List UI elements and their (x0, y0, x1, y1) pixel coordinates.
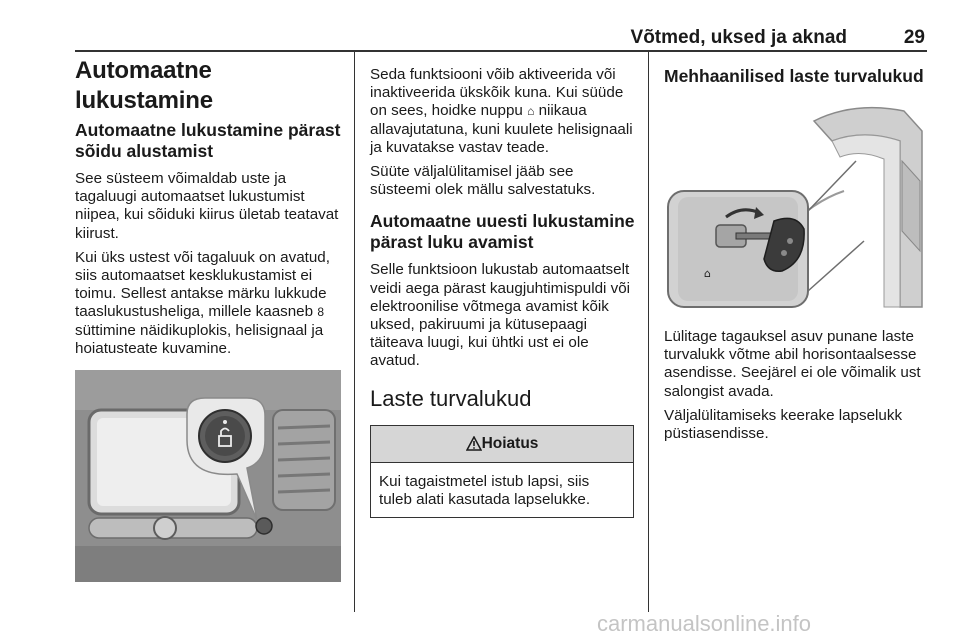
lock-button-icon: ⌂ (527, 104, 535, 119)
paragraph-door-open (75, 249, 341, 358)
subheading-mechanical-locks: Mehhaanilised laste turvalukud (664, 66, 924, 86)
subheading-after-start: Automaatne lukustamine pärast sõidu alustamist (75, 120, 341, 161)
column-1 (75, 56, 341, 599)
paragraph-memory: Süüte väljalülitamisel jääb see süsteemi olek mällu salvestatuks. (370, 163, 596, 199)
paragraph-system-description: See süsteem võimaldab uste ja tagaluugi automaatset lukustumist niipea, kui sõiduki kiirus ületab teatavat kiirust. (75, 170, 339, 242)
column-divider-1 (354, 52, 355, 612)
page-header (75, 27, 925, 51)
header-divider (75, 50, 927, 52)
svg-text:⌂: ⌂ (704, 267, 711, 280)
paragraph-child-lock-off: Väljalülitamiseks keerake lapselukk püstiasendisse. (664, 406, 903, 443)
dashboard-image (75, 370, 341, 582)
child-lock-illustration (664, 101, 930, 316)
column-divider-2 (648, 52, 649, 612)
paragraph-door-open-text-a: Kui üks ustest või tagaluuk on avatud, siis automaatset kesklukustamist ei toimu. Sellest antakse märku lukkude taaslukustusheliga, millele kaasneb (75, 248, 330, 321)
paragraph-door-open-text-b: süttimine näidikuplokis, helisignaal ja hoiatusteate kuvamine. (75, 321, 324, 357)
warning-triangle-icon (466, 436, 482, 451)
page-number: 29 (903, 27, 925, 48)
heading-auto-locking: Automaatne lukustamine (75, 57, 213, 114)
warning-title: Hoiatus (481, 434, 539, 452)
paragraph-child-lock-on: Lülitage tagauksel asuv punane laste turvalukk võtme abil horisontaalsesse asendisse. Seejärel ei ole võimalik ust salongist avada. (664, 328, 921, 400)
section-title: Võtmed, uksed ja aknad (630, 27, 847, 48)
child-lock-image (664, 101, 926, 311)
column-2 (370, 56, 635, 518)
paragraph-activate (370, 66, 635, 157)
paragraph-activate-text-b: niikaua allavajutatuna, kuni kuulete helisignaali ja kuvatakse vastav teade. (370, 102, 633, 156)
dashboard-lock-button-illustration (75, 370, 341, 587)
warning-lamp-icon: 8 (317, 305, 324, 320)
paragraph-relock: Selle funktsioon lukustab automaatselt veidi aega pärast kaugjuhtimispuldi või elektroonilise võtmega avamist kõik uksed, pakiruumi ja kütusepaagi täiteava luugi, kui ühtki ust ei ole avatud. (370, 261, 631, 370)
warning-text: Kui tagaistmetel istub lapsi, siis tuleb alati kasutada lapselukke. (379, 472, 591, 508)
heading-child-locks: Laste turvalukud (370, 385, 532, 411)
footer-watermark[interactable]: carmanualsonline.info (597, 611, 812, 636)
warning-header (371, 426, 633, 463)
warning-box (370, 425, 634, 518)
subheading-relock: Automaatne uuesti lukustamine pärast luku avamist (370, 211, 635, 253)
paragraph-activate-text-a: Seda funktsiooni võib aktiveerida või inaktiveerida ükskõik kuna. Kui süüde on sees, hoidke nuppu (370, 66, 624, 120)
column-3 (664, 56, 930, 449)
